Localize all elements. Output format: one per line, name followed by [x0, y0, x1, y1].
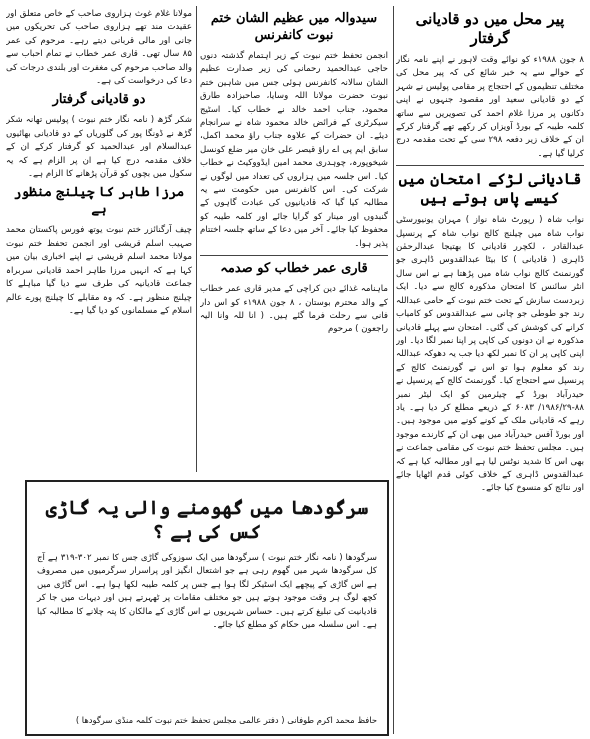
boxed-article [25, 480, 389, 736]
headline-qari-umar: قاری عمر خطاب کو صدمہ [220, 261, 368, 277]
boxed-article-body [27, 552, 387, 632]
middle-column [200, 8, 388, 468]
article-conference-body: انجمن تحفظ ختم نبوت کے زیر اہتمام گذشتہ دنوں حاجی عبدالحمید رحمانی کی زیر صدارت عظیم الشان سالانہ کانفرنس ہوئی جس میں شاہین ختم نبوت حضرت مولانا اللہ وسایا، صاحبزادہ طارق محمود، جناب احمد خالد نے خطاب کیا۔ اسٹیج سیکرٹری کے فرائض خالد محمود شاہ نے سرانجام دیئے۔ ان حضرات کے علاوہ جناب راؤ محمد اکمل، سابق ایم پی اے راؤ قیصر علی خان میر ضلع کونسل شیخوپورہ، چوہدری محمد امین ایڈووکیٹ نے خطاب کیا۔ اس جلسہ میں ہزاروں کی تعداد میں لوگوں نے شرکت کی۔ اس کانفرنس میں حکومت سے یہ مطالبہ کیا گیا کہ قادیانیوں کی عبادت گاہوں کے گنبدوں اور مینار کو گرایا جائے اور کلمہ طیبہ کو محفوظ کیا جائے۔ آخر میں دعا کے ساتھ جلسہ اختتام پذیر ہوا۔ [200, 51, 388, 249]
article-exam-fraud-body: نواب شاہ ( رپورٹ شاہ نواز ) مہران یونیورسٹی نواب شاہ میں چیلنج کالج نواب شاہ کے پرنسپل عبدالقادر ، لکچرر قادیانی کا بھتیجا عبدالرحمٰن ڈاہری ( قادیانی ) کا بیٹا عبدالقدوس ڈاہری جو گورنمنٹ کالج نواب شاہ میں پڑھتا ہے نے اس سال انٹر سائنس کا امتحان مذکورہ کالج سے دیا۔ ایک زبردست سازش کے تحت ختم نبوت کے حامی عبداللہ رند جو طوطی جو چانی سے عبدالقدوس کو کامیاب کرانے کی کوشش کی گئی۔ امتحان سے پہلے قادیانی مذکورہ نے ان دونوں کی کاپی پر اپنا نمبر لگا دیا۔ اور اپنی کاپی پر ان کا نمبر لکھ دیا جب یہ دھوکہ عبداللہ رند کو معلوم ہوا تو اس نے گورنمنٹ کالج کے پرنسپل سے احتجاج کیا۔ گورنمنٹ کالج کے پرنسپل نے حیدرآباد بورڈ کے چیئرمین کو ایک لیٹر نمبر ۸۸-۱۹۸۶/۲۹/ ۶۰۸۳ کے ذریعے مطلع کر دیا ہے۔ یاد رہے کہ قادیانی ملک کے کونے کونے میں موجود ہیں۔ اور بورڈ آفس حیدرآباد میں بھی ان کے کارندے موجود ہیں۔ مجلس تحفظ ختم نبوت کی مقامی جماعت نے بھی اس کا شدید نوٹس لیا ہے اور مطالبہ کیا ہے کہ عبدالقدوس ڈاہری کے خلاف کوئی قدم اٹھایا جائے اور نتائج کو منسوخ کیا جائے۔ [396, 215, 584, 494]
article-two-arrested-body: شکر گڑھ ( نامہ نگار ختم نبوت ) پولیس تھانہ شکر گڑھ نے ڈونگا پور کی گلوریاں کے دو قادیانی بھائیوں عبدالسلام اور عبدالحمید کو گرفتار کرکے ان کے خلاف مقدمہ درج کیا ہے ان پر الزام ہے کہ یہ سکول میں بچوں کو قرآن پڑھانے کا الزام ہے۔ [6, 115, 192, 180]
headline-exam-fraud: قادیانی لڑکے امتحان میں کیسے پاس ہوتے ہیں [398, 170, 582, 208]
column-divider-left [196, 6, 197, 472]
boxed-article-signature: حافظ محمد اکرم طوفانی ( دفتر عالمی مجلس تحفظ ختم نبوت کلمہ منڈی سرگودھا ) [75, 715, 377, 725]
headline-two-arrested: دو قادیانی گرفتار [52, 92, 146, 108]
article-continuation-body: مولانا غلام غوث ہزاروی صاحب کے خاص متعلق اور عقیدت مند تھے ہزاروی صاحب کی تحریکوں میں جانی اور مالی قربانی دیتے رہے۔ مرحوم کی عمر ۸۵ سال تھی۔ قاری عمر خطاب نے تمام احباب سے والد صاحب مرحوم کی مغفرت اور بلندی درجات کی دعا کی درخواست کی ہے۔ [6, 9, 192, 87]
article-qari-umar-body: ماہنامہ غذائے دین کراچی کے مدیر قاری عمر خطاب کے والد محترم بوستان ، ۸ جون ۱۹۸۸ء کو اس دار فانی سے رحلت فرما گئے ہیں۔ ( انا للہ وانا الیہ راجعون ) مرحوم [200, 284, 388, 335]
article-challenge-body: چیف آرگنائزر ختم نبوت یوتھ فورس پاکستان محمد صہیب اسلم قریشی اور انجمن تحفظ ختم نبوت مولانا محمد اسلم قریشی نے اپنے اخباری بیان میں کہا ہے کہ انہیں مرزا طاہر احمد قادیانی سربراہ جماعت قادیانیہ کی طرف سے دیا گیا مباہلے کا چیلنج منظور ہے۔ کہ وہ مقابلے کا چیلنج پورے عالم اسلام کے مسلمانوں کو دیا گیا ہے۔ [6, 225, 192, 316]
article-pir-mahal-body: ۸ جون ۱۹۸۸ء کو نوائے وقت لاہور نے اپنے نامہ نگار کے حوالے سے یہ خبر شائع کی کہ پیر محل کی مختلف تنظیموں کے احتجاج پر مقامی پولیس نے شہر کے دو قادیانی سعید اور مقصود جنہوں نے اپنی دکانوں پر مرزا غلام احمد کی تصویریں سے ساتھ کلمہ طیبہ کے بورڈ آویزاں کر رکھے تھے گرفتار کرکے ان کے خلاف زیر دفعہ ۲۹۸ سی کے تحت مقدمہ درج کرلیا گیا ہے۔ [396, 55, 584, 159]
headline-pir-mahal: پیر محل میں دو قادیانی گرفتار [415, 10, 565, 47]
headline-sargodha-vehicle: سرگودھا میں گھومنے والی یہ گاڑی کس کی ہے ؟ [45, 497, 369, 543]
boxed-article-text: سرگودھا ( نامہ نگار ختم نبوت ) سرگودھا میں ایک سوزوکی گاڑی جس کا نمبر ۳۰۲-۳۱۹ ہے آج کل سرگودھا شہر میں گھوم رہی ہے جو اشتعال انگیز اور پراسرار سرگرمیوں میں مصروف ہے اس گاڑی کے پیچھے ایک اسٹیکر لگا ہوا ہے جس پر کلمہ طیبہ لکھا ہوا ہے۔ اس گاڑی میں کچھ لوگ ہر وقت موجود ہوتے ہیں جو مختلف مقامات پر ٹھہرتے ہیں اور دیہات میں جا کر قادیانیت کی تبلیغ کرتے ہیں۔ حساس شہریوں نے اس گاڑی کے مالکان کا پتہ چلانے کا مطالبہ کیا ہے۔ اس سلسلہ میں حکام کو مطلع کیا جائے۔ [37, 553, 377, 631]
article-divider [200, 255, 388, 256]
left-column [6, 8, 192, 478]
headline-challenge: مرزا طاہر کا چیلنج منظور ہے [13, 185, 185, 218]
headline-conference: سیدوالہ میں عظیم الشان ختم نبوت کانفرنس [210, 11, 378, 43]
article-divider [396, 165, 584, 166]
column-divider-right [393, 6, 394, 734]
right-column [396, 8, 584, 730]
